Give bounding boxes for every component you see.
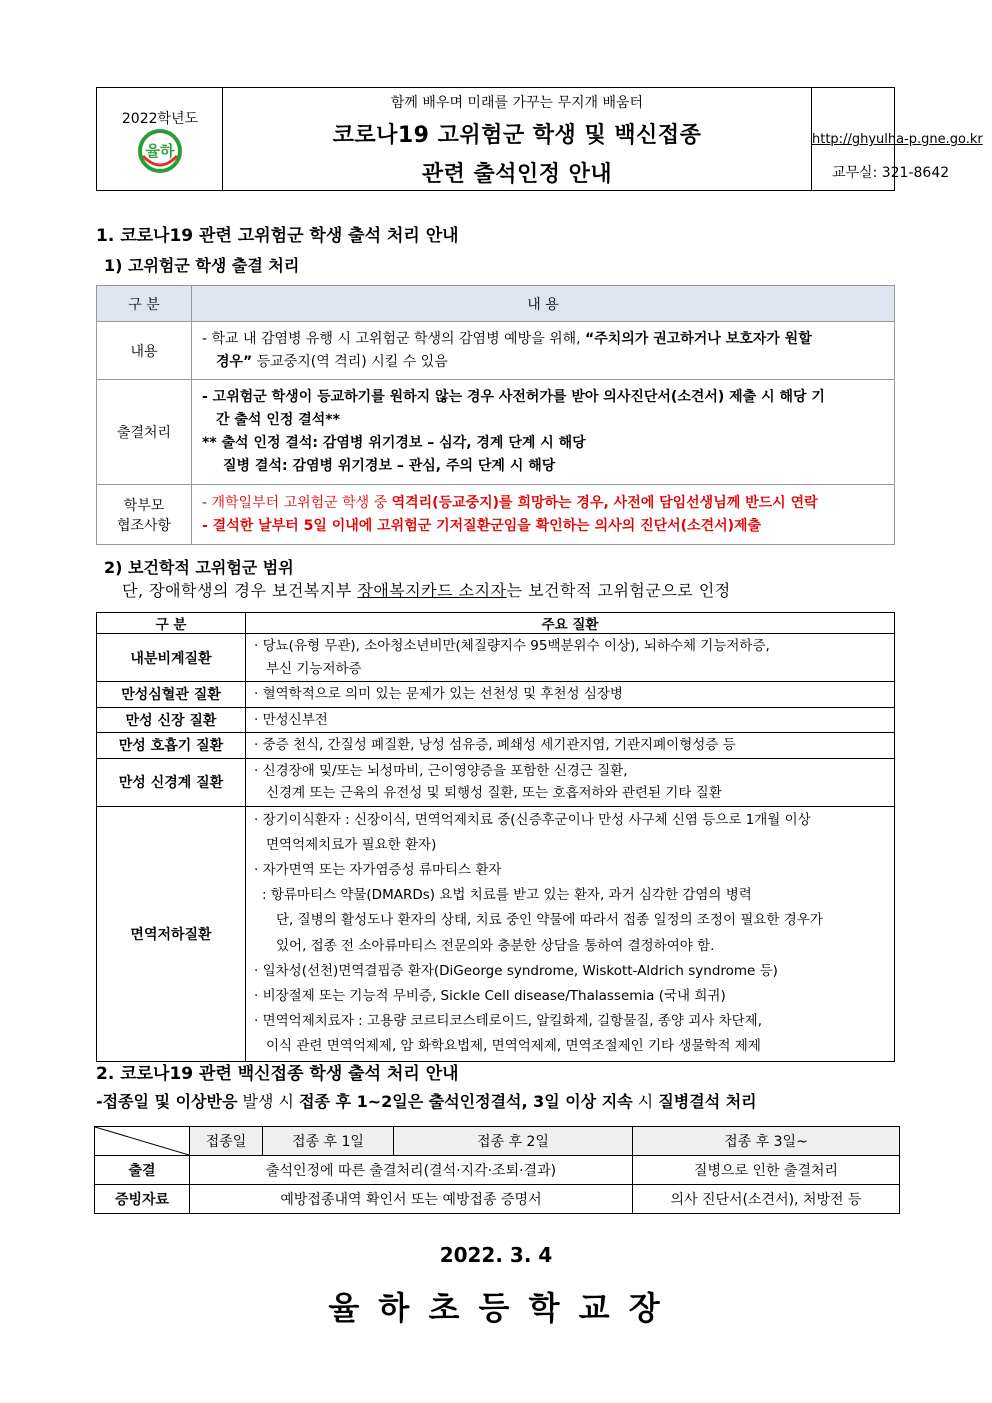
table-row — [95, 1156, 900, 1185]
underlined-text: 장애복지카드 소지자 — [357, 581, 507, 600]
row-label: 만성 신경계 질환 — [97, 758, 246, 806]
text-line: · 신경장애 및/또는 뇌성마비, 근이영양증을 포함한 신경근 질환, — [254, 762, 628, 779]
logo-cell — [97, 88, 223, 190]
row-content — [192, 380, 895, 485]
doc-title-line2: 관련 출석인정 안내 — [421, 162, 613, 187]
table-row — [97, 322, 895, 380]
section1-title: 1. 코로나19 관련 고위험군 학생 출석 처리 안내 — [96, 226, 459, 246]
emphasis-text: 접종 후 1~2일은 출석인정결석, 3일 이상 지속 — [299, 1092, 633, 1111]
label-line: 협조사항 — [116, 517, 172, 534]
text-line: 이식 관련 면역억제제, 암 화학요법제, 면역억제제, 면역조절제인 기타 생물학적 제제 — [266, 1038, 761, 1055]
col-header-content: 내 용 — [192, 286, 895, 322]
col-header-day0: 접종일 — [190, 1127, 263, 1156]
attendance-table — [96, 285, 895, 545]
row-label: 출결처리 — [97, 380, 192, 485]
row-content — [246, 806, 895, 1061]
table-row — [97, 380, 895, 485]
text-line: 질병 결석: 감염병 위기경보 – 관심, 주의 단계 시 해당 — [223, 458, 556, 474]
row-content: · 만성신부전 — [246, 707, 895, 733]
text: - 학교 내 감염병 유행 시 고위험군 학생의 감염병 예방을 위해, — [202, 330, 586, 347]
red-emphasis-text: 역격리(등교중지)를 희망하는 경우, 사전에 담임선생님께 반드시 연락 — [391, 494, 818, 511]
row-label: 만성심혈관 질환 — [97, 682, 246, 708]
table-header-row — [97, 613, 895, 634]
diagonal-corner-cell — [95, 1127, 190, 1156]
text: 시 — [632, 1092, 659, 1111]
table-header-row — [95, 1127, 900, 1156]
emphasis-text: -접종일 및 이상반응 — [96, 1092, 238, 1111]
text: 발생 시 — [237, 1092, 300, 1111]
row-cell: 질병으로 인한 출결처리 — [633, 1156, 900, 1185]
row-label: 출결 — [95, 1156, 190, 1185]
table-header-row — [97, 286, 895, 322]
label-line: 학부모 — [123, 497, 165, 514]
row-cell: 예방접종내역 확인서 또는 예방접종 증명서 — [190, 1185, 633, 1214]
text-line: 부신 기능저하증 — [266, 660, 362, 677]
row-label: 내분비계질환 — [97, 634, 246, 682]
row-content — [192, 322, 895, 380]
disease-table — [96, 612, 895, 1062]
emphasis-text: 질병결석 처리 — [658, 1092, 757, 1111]
text-line: 단, 질병의 활성도나 환자의 상태, 치료 중인 약물에 따라서 접종 일정의 조정이 필요한 경우가 — [276, 912, 823, 929]
table-row — [95, 1185, 900, 1214]
row-cell: 출석인정에 따른 출결처리(결석·지각·조퇴·결과) — [190, 1156, 633, 1185]
logo-text: 율하 — [145, 142, 175, 160]
col-header-category: 구 분 — [97, 286, 192, 322]
table-row — [97, 682, 895, 708]
office-phone: 교무실: 321-8642 — [832, 165, 950, 181]
text: 단, 장애학생의 경우 보건복지부 — [122, 581, 358, 600]
signer: 율 하 초 등 학 교 장 — [328, 1289, 664, 1327]
doc-title-line1: 코로나19 고위험군 학생 및 백신접종 — [332, 123, 702, 148]
text-line: - 고위험군 학생이 등교하기를 원하지 않는 경우 사전허가를 받아 의사진단서(소견서) 제출 시 해당 기 — [202, 389, 825, 405]
table-row — [97, 758, 895, 806]
issue-date: 2022. 3. 4 — [439, 1243, 553, 1267]
text: 등교중지(역 격리) 시킬 수 있음 — [252, 353, 448, 370]
col-header-day2: 접종 후 2일 — [394, 1127, 633, 1156]
table-row — [97, 806, 895, 1061]
text-line: · 비장절제 또는 기능적 무비증, Sickle Cell disease/Thalassemia (국내 희귀) — [254, 987, 726, 1004]
school-year: 2022학년도 — [121, 111, 199, 127]
col-header-day1: 접종 후 1일 — [263, 1127, 394, 1156]
row-label — [97, 485, 192, 545]
row-cell: 의사 진단서(소견서), 처방전 등 — [633, 1185, 900, 1214]
section1-sub1-title: 1) 고위험군 학생 출결 처리 — [104, 256, 300, 275]
row-content: · 혈역학적으로 의미 있는 문제가 있는 선천성 및 후천성 심장병 — [246, 682, 895, 708]
text-line: · 일차성(선천)면역결핍증 환자(DiGeorge syndrome, Wiskott-Aldrich syndrome 등) — [254, 962, 778, 979]
motto: 함께 배우며 미래를 가꾸는 무지개 배움터 — [390, 95, 644, 111]
section2-title: 2. 코로나19 관련 백신접종 학생 출석 처리 안내 — [96, 1064, 459, 1084]
row-label: 증빙자료 — [95, 1185, 190, 1214]
col-header-day3: 접종 후 3일~ — [633, 1127, 900, 1156]
table-row — [97, 733, 895, 759]
table-row — [97, 485, 895, 545]
header-box — [96, 87, 983, 191]
row-content — [246, 758, 895, 806]
table-row — [97, 707, 895, 733]
disability-note — [122, 578, 731, 601]
text-line: 면역억제치료가 필요한 환자) — [266, 836, 437, 853]
school-url-link[interactable]: http://ghyulha-p.gne.go.kr — [812, 132, 983, 147]
text-line: · 면역억제치료자 : 고용량 코르티코스테로이드, 알킬화제, 길항물질, 종양 괴사 차단제, — [254, 1013, 763, 1030]
text-line: · 자가면역 또는 자가염증성 류마티스 환자 — [254, 861, 502, 878]
row-label: 만성 호흡기 질환 — [97, 733, 246, 759]
section1-sub2-title: 2) 보건학적 고위험군 범위 — [104, 558, 294, 577]
text-line: 있어, 접종 전 소아류마티스 전문의와 충분한 상담을 통하여 결정하여야 함. — [276, 937, 715, 954]
title-cell — [223, 88, 812, 190]
col-header-disease: 주요 질환 — [246, 613, 895, 634]
vaccine-note — [96, 1089, 757, 1112]
text-line: · 당뇨(유형 무관), 소아청소년비만(체질량지수 95백분위수 이상), 뇌하수체 기능저하증, — [254, 638, 770, 654]
school-logo-icon — [135, 128, 185, 174]
text-line: 간 출석 인정 결석** — [216, 412, 340, 428]
row-content — [246, 634, 895, 682]
row-label: 면역저하질환 — [97, 806, 246, 1061]
vaccine-table — [94, 1126, 900, 1214]
row-label: 만성 신장 질환 — [97, 707, 246, 733]
col-header-category: 구 분 — [97, 613, 246, 634]
table-row — [97, 634, 895, 682]
text: 는 보건학적 고위험군으로 인정 — [506, 581, 731, 600]
emphasis-text: “주치의가 권고하거나 보호자가 원할 — [585, 330, 812, 347]
text-line: : 항류마티스 약물(DMARDs) 요법 치료를 받고 있는 환자, 과거 심각한 감염의 병력 — [262, 887, 752, 904]
emphasis-text: 경우” — [216, 353, 253, 370]
row-content — [192, 485, 895, 545]
red-text: - 개학일부터 고위험군 학생 중 — [202, 494, 392, 511]
text-line: · 장기이식환자 : 신장이식, 면역억제치료 중(신증후군이나 만성 사구체 신염 등으로 1개월 이상 — [254, 811, 811, 828]
text-line: 신경계 또는 근육의 유전성 및 퇴행성 질환, 또는 호흡저하와 관련된 기타 질환 — [266, 785, 722, 801]
row-label: 내용 — [97, 322, 192, 380]
diagonal-line-icon — [95, 1127, 189, 1155]
red-emphasis-text: - 결석한 날부터 5일 이내에 고위험군 기저질환군임을 확인하는 의사의 진단서(소견서)제출 — [202, 517, 762, 534]
contact-cell — [812, 88, 983, 190]
row-content: · 중증 천식, 간질성 폐질환, 낭성 섬유증, 폐쇄성 세기관지염, 기관지폐이형성증 등 — [246, 733, 895, 759]
text-line: ** 출석 인정 결석: 감염병 위기경보 – 심각, 경계 단계 시 해당 — [202, 435, 586, 451]
